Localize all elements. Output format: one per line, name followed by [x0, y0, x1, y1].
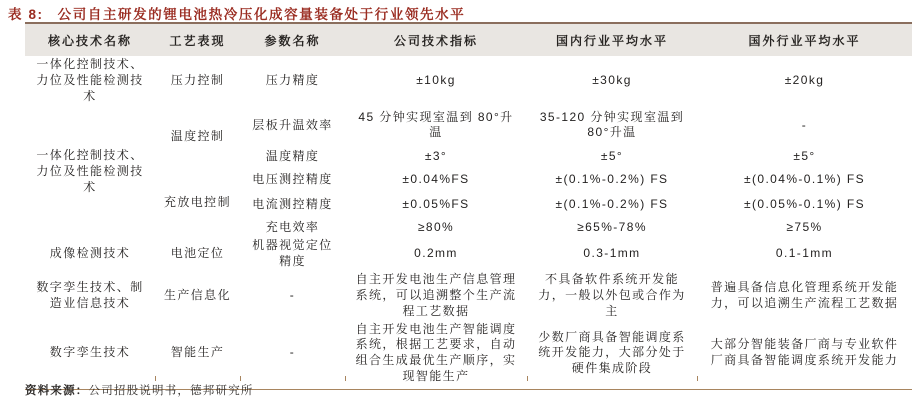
cell-process: 充放电控制	[163, 194, 231, 209]
source-note	[25, 382, 254, 398]
column-header-process: 工艺表现	[155, 23, 240, 56]
cell-parameter: 充电效率	[265, 219, 320, 234]
cell-company-value: 0.2mm	[414, 246, 458, 261]
cell-parameter: 机器视觉定位精度	[252, 238, 333, 269]
cell-domestic-value: 不具备软件系统开发能力，一般以外包或合作为主	[538, 272, 686, 318]
cell-parameter: 电压测控精度	[252, 172, 333, 187]
cell-domestic-value: 少数厂商具备智能调度系统开发能力，大部分处于硬件集成阶段	[527, 321, 697, 390]
table-title	[8, 3, 465, 23]
table-header-row	[25, 23, 912, 56]
cell-domestic-value: 0.3-1mm	[583, 246, 641, 261]
cell-parameter: 电流测控精度	[252, 197, 333, 212]
cell-foreign-value: ±(0.05%-0.1%) FS	[743, 197, 866, 212]
table-row	[25, 237, 912, 271]
cell-foreign-value: ±20kg	[784, 72, 825, 87]
cell-core-tech-empty	[25, 105, 155, 145]
column-header-company: 公司技术指标	[345, 23, 527, 56]
table-number: 表 8:	[8, 7, 44, 22]
column-header-foreign: 国外行业平均水平	[697, 23, 912, 56]
cell-parameter: 层板升温效率	[252, 117, 333, 132]
column-header-parameter: 参数名称	[240, 23, 345, 56]
column-tick	[697, 376, 698, 381]
cell-core-tech: 数字孪生技术、制造业信息技术	[36, 280, 144, 310]
column-tick	[155, 376, 156, 381]
table-row	[25, 321, 912, 390]
cell-parameter: 温度精度	[265, 148, 320, 163]
cell-company-value: 45 分钟实现室温到 80°升温	[358, 109, 514, 140]
table-row	[25, 271, 912, 320]
cell-parameter: 压力精度	[265, 72, 320, 87]
cell-core-tech: 一体化控制技术、力位及性能检测技术	[36, 57, 144, 103]
cell-company-value: ≥80%	[417, 219, 455, 234]
cell-company-value: ±3°	[424, 148, 448, 163]
column-header-core-tech: 核心技术名称	[25, 23, 155, 56]
cell-core-tech: 成像检测技术	[49, 246, 131, 261]
source-text: 公司招股说明书，德邦研究所	[88, 385, 254, 397]
cell-foreign-value: 大部分智能装备厂商与专业软件厂商具备智能调度系统开发能力	[697, 321, 912, 390]
column-header-domestic: 国内行业平均水平	[527, 23, 697, 56]
cell-core-tech: 数字孪生技术	[25, 321, 155, 390]
cell-company-value: 自主开发电池生产智能调度系统，根据工艺要求，自动组合生成最优生产顺序，实现智能生产	[345, 321, 527, 390]
table-row	[25, 105, 912, 145]
cell-domestic-value: ±(0.1%-0.2%) FS	[555, 197, 669, 212]
cell-parameter: -	[240, 321, 345, 390]
cell-domestic-value: ±(0.1%-0.2%) FS	[555, 172, 669, 187]
cell-process: 生产信息化	[163, 287, 231, 302]
cell-domestic-value: ≥65%-78%	[577, 219, 647, 234]
table-title-text: 公司自主研发的锂电池热冷压化成容量装备处于行业领先水平	[57, 7, 466, 22]
cell-company-value: ±0.05%FS	[402, 197, 470, 212]
source-label: 资料来源：	[25, 385, 89, 397]
column-tick	[527, 376, 528, 381]
cell-foreign-value: 0.1-1mm	[775, 246, 834, 261]
cell-company-value: ±10kg	[416, 72, 456, 87]
cell-domestic-value: ±30kg	[592, 72, 632, 87]
cell-process: 压力控制	[170, 72, 225, 87]
cell-process: 智能生产	[155, 321, 240, 390]
cell-process: 电池定位	[170, 246, 225, 261]
spec-comparison-table	[25, 22, 912, 390]
table-row	[25, 56, 912, 105]
cell-foreign-value: ≥75%	[786, 219, 823, 234]
cell-domestic-value: ±5°	[600, 148, 624, 163]
cell-foreign-value: 普遍具备信息化管理系统开发能力，可以追溯生产流程工艺数据	[710, 280, 899, 310]
cell-domestic-value: 35-120 分钟实现室温到 80°升温	[539, 109, 685, 140]
cell-foreign-value: ±5°	[793, 148, 816, 163]
cell-foreign-value: ±(0.04%-0.1%) FS	[743, 172, 866, 187]
cell-company-value: ±0.04%FS	[402, 172, 470, 187]
cell-core-tech: 一体化控制技术、力位及性能检测技术	[36, 148, 144, 195]
column-tick	[240, 376, 241, 381]
cell-company-value: 自主开发电池生产信息管理系统，可以追溯整个生产流程工艺数据	[355, 272, 517, 318]
table-row	[25, 167, 912, 192]
cell-process: 温度控制	[170, 128, 225, 143]
cell-parameter: -	[289, 287, 296, 302]
cell-foreign-value: -	[801, 117, 808, 132]
column-tick	[345, 376, 346, 381]
